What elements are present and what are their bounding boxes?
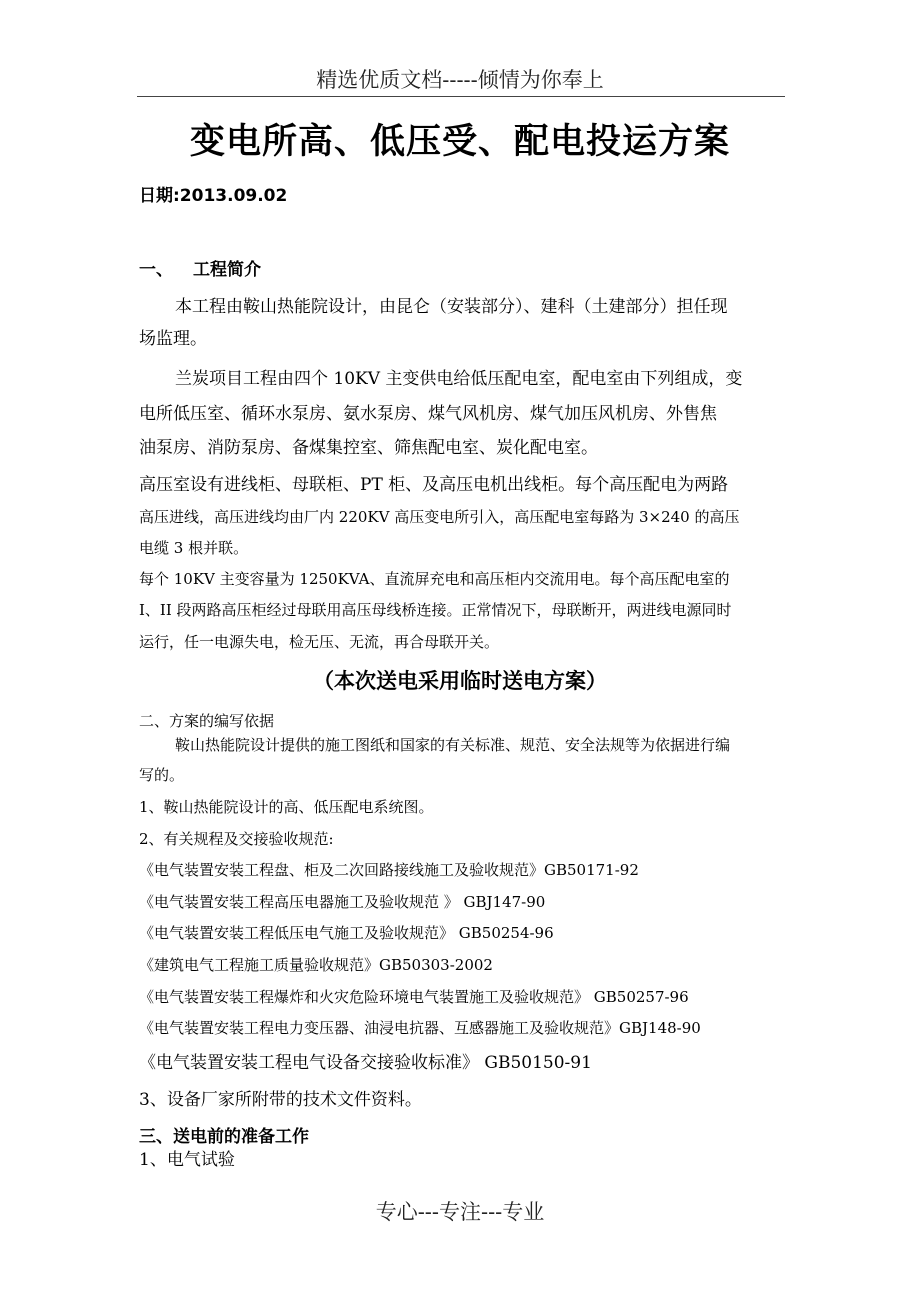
standard-item: 《电气装置安装工程盘、柜及二次回路接线施工及验收规范》GB50171-92 — [139, 861, 639, 879]
section-3-title: 三、送电前的准备工作 — [139, 1127, 309, 1147]
header-rule — [137, 96, 785, 97]
paragraph-line: 电缆 3 根并联。 — [139, 539, 249, 557]
paragraph-line: 兰炭项目工程由四个 10KV 主变供电给低压配电室，配电室由下列组成，变 — [175, 369, 743, 389]
paragraph-line: I、II 段两路高压柜经过母联用高压母线桥连接。正常情况下，母联断开，两进线电源同时 — [139, 601, 732, 619]
document-date: 日期:2013.09.02 — [139, 186, 288, 206]
document-title: 变电所高、低压受、配电投运方案 — [189, 122, 730, 162]
list-item: 2、有关规程及交接验收规范: — [139, 830, 334, 848]
paragraph-line: 本工程由鞍山热能院设计，由昆仑（安装部分）、建科（土建部分）担任现 — [175, 297, 728, 317]
paragraph-line: 电所低压室、循环水泵房、氨水泵房、煤气风机房、煤气加压风机房、外售焦 — [139, 404, 717, 424]
paragraph-line: 运行，任一电源失电，检无压、无流，再合母联开关。 — [139, 633, 500, 651]
section-1-number: 一、 — [139, 260, 173, 280]
paragraph-line: 每个 10KV 主变容量为 1250KVA、直流屏充电和高压柜内交流用电。每个高压配电室的 — [139, 570, 730, 588]
paragraph-line: 高压室设有进线柜、母联柜、PT 柜、及高压电机出线柜。每个高压配电为两路 — [139, 475, 729, 495]
paragraph-line: 写的。 — [139, 766, 185, 784]
paragraph-line: 高压进线，高压进线均由厂内 220KV 高压变电所引入，高压配电室每路为 3×240 的高压 — [139, 508, 740, 526]
temporary-power-subtitle: （本次送电采用临时送电方案） — [313, 669, 607, 693]
page-footer: 专心---专注---专业 — [375, 1200, 545, 1224]
standard-item: 《电气装置安装工程高压电器施工及验收规范 》 GBJ147-90 — [139, 893, 546, 911]
list-item: 1、电气试验 — [139, 1150, 235, 1170]
standard-item: 《电气装置安装工程电力变压器、油浸电抗器、互感器施工及验收规范》GBJ148-90 — [139, 1019, 701, 1037]
list-item: 1、鞍山热能院设计的高、低压配电系统图。 — [139, 798, 434, 816]
paragraph-line: 鞍山热能院设计提供的施工图纸和国家的有关标准、规范、安全法规等为依据进行编 — [175, 736, 731, 754]
paragraph-line: 油泵房、消防泵房、备煤集控室、筛焦配电室、炭化配电室。 — [139, 438, 598, 458]
standard-item: 《电气装置安装工程爆炸和火灾危险环境电气装置施工及验收规范》 GB50257-96 — [139, 988, 689, 1006]
section-2-title: 二、方案的编写依据 — [139, 712, 275, 730]
paragraph-line: 场监理。 — [139, 329, 207, 349]
standard-item: 《电气装置安装工程电气设备交接验收标准》 GB50150-91 — [139, 1053, 592, 1073]
standard-item: 《电气装置安装工程低压电气施工及验收规范》 GB50254-96 — [139, 924, 554, 942]
standard-item: 《建筑电气工程施工质量验收规范》GB50303-2002 — [139, 956, 493, 974]
page-header: 精选优质文档-----倾情为你奉上 — [316, 68, 604, 92]
list-item: 3、设备厂家所附带的技术文件资料。 — [139, 1090, 422, 1110]
section-1-title: 工程简介 — [193, 260, 261, 280]
